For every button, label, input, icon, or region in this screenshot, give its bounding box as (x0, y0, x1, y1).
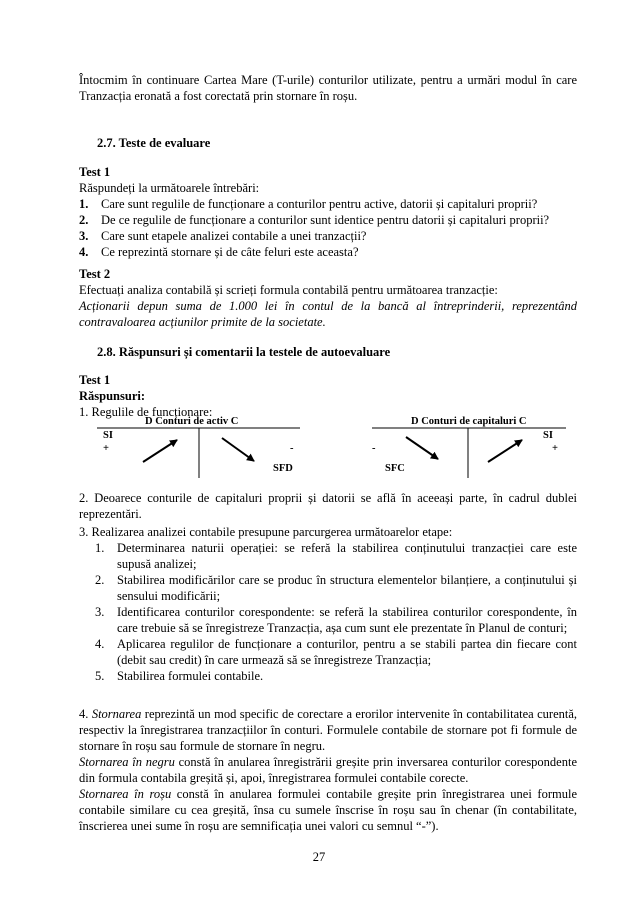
t-active-plus: + (103, 443, 109, 454)
t-active-header: D Conturi de activ C (145, 416, 239, 427)
test1-block (79, 164, 577, 260)
test2-transaction: Acționarii depun suma de 1.000 lei în contul de la bancă al întreprinderii, reprezentând contravaloarea acțiunilor primite de la societate. (79, 299, 577, 329)
stornare-rosu-paragraph: Stornarea în roșu constă în anularea formulei contabile greșite prin înregistrarea unei formule contabile similare cu cea greșită, însa cu sumele înscrise în roșu sau în chenar (în contabilitate, înscrierea unei sume în roșu are semnificația unei valori cu semnul “-”). (79, 787, 577, 833)
analysis-steps (79, 540, 577, 684)
page-number: 27 (312, 850, 326, 864)
answer-1-label: 1. Regulile de funcționare: (79, 405, 213, 419)
test1-title: Test 1 (79, 165, 111, 179)
answer-4-paragraph: 4. Stornarea reprezintă un mod specific de corectare a erorilor intervenite în contabilitatea curentă, respectiv la înregistrarea tranzacțiilor în conturi. Formulele contabile de stornare pot fi formule de stornare în roșu sau formule de stornare în negru. (79, 707, 578, 753)
section-heading-2-7: 2.7. Teste de evaluare (97, 136, 211, 150)
answer-3-intro: 3. Realizarea analizei contabile presupune parcurgerea următoarelor etape: (79, 525, 453, 539)
t-capital-plus: + (552, 443, 558, 454)
answers-header (79, 372, 577, 420)
term-stornare-negru: Stornarea în negru (79, 755, 175, 769)
step-item: 2. Stabilirea modificărilor care se produc în structura elementelor bilanțiere, a conținutului și sensului modificării; (95, 573, 577, 603)
answer-2: 2. Deoarece conturile de capitaluri proprii și datorii se află în aceeași parte, în cadrul dublei reprezentări. (79, 491, 577, 521)
step-item: 1. Determinarea naturii operației: se referă la stabilirea conținutului tranzacției care este supusă analizei; (95, 541, 577, 571)
t-active-sfd: SFD (273, 463, 293, 474)
test2-title: Test 2 (79, 267, 111, 281)
question-item: 4. Ce reprezintă stornare și de câte feluri este aceasta? (79, 245, 359, 259)
t-capital-minus: - (372, 443, 376, 454)
term-stornarea: Stornarea (91, 707, 142, 721)
test1-questions (79, 196, 577, 260)
arrow-up-right-icon (143, 440, 177, 462)
t-capital-header: D Conturi de capitaluri C (411, 416, 527, 427)
question-item: 1. Care sunt regulile de funcționare a conturilor pentru active, datorii și capitaluri proprii? (79, 197, 538, 211)
answers-test-title: Test 1 (79, 373, 111, 387)
step-item: 3. Identificarea conturilor corespondente: se referă la stabilirea conturilor corespondente, în care trebuie să se înregistreze Tranzacția, așa cum sunt ele prezentate în Planul de conturi; (95, 605, 577, 635)
arrow-down-right-icon (406, 437, 438, 459)
test2-prompt: Efectuați analiza contabilă și scrieți formula contabilă pentru următoarea tranzacție: (79, 283, 498, 297)
step-item: 5. Stabilirea formulei contabile. (95, 669, 264, 683)
stornare-negru-paragraph: Stornarea în negru constă în anularea înregistrării greșite prin inversarea conturilor corespondente din formula contabila greșită și, apoi, înregistrarea formulei contabile corecte. (79, 755, 577, 785)
answer-4 (79, 706, 577, 834)
test2-block (79, 266, 577, 330)
arrow-up-right-icon (488, 440, 522, 462)
t-active-si: SI (103, 430, 113, 441)
question-item: 2. De ce regulile de funcționare a conturilor sunt identice pentru datorii și capitaluri proprii? (79, 213, 550, 227)
test1-prompt: Răspundeți la următoarele întrebări: (79, 181, 260, 195)
step-item: 4. Aplicarea regulilor de funcționare a conturilor, pentru a se stabili partea din fiecare cont (debit sau credit) în care urmează să se înregistreze Tranzacția; (95, 637, 577, 667)
question-item: 3. Care sunt etapele analizei contabile a unei tranzacții? (79, 229, 367, 243)
intro-paragraph: Întocmim în continuare Cartea Mare (T-urile) conturilor utilizate, pentru a urmări modul în care Tranzacția eronată a fost corectată prin stornare în roșu. (79, 73, 577, 103)
section-heading-2-8: 2.8. Răspunsuri și comentarii la testele de autoevaluare (97, 345, 391, 359)
t-capital-si: SI (543, 430, 553, 441)
answers-subtitle: Răspunsuri: (79, 389, 145, 403)
answer-3 (79, 524, 577, 684)
arrow-down-right-icon (222, 438, 254, 461)
term-stornare-rosu: Stornarea în roșu (79, 787, 172, 801)
t-capital-sfc: SFC (385, 463, 405, 474)
t-active-minus: - (290, 443, 294, 454)
